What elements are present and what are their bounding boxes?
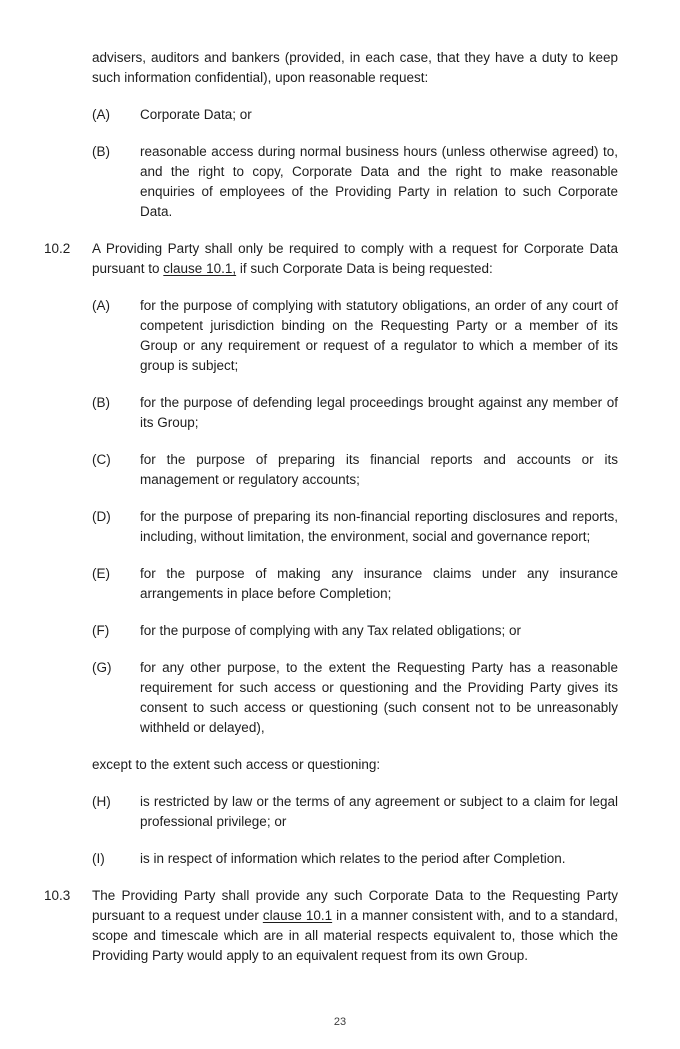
subclause-label: (E) <box>92 566 110 581</box>
subclause-text: is in respect of information which relates to the period after Completion. <box>140 851 566 866</box>
subclause-text: for the purpose of complying with statutory obligations, an order of any court of competent jurisdiction binding on the Requesting Party or a member of its Group or any requirement or request of a regulator to which a member of its group is subject; <box>140 298 618 373</box>
subclause-label: (B) <box>92 144 110 159</box>
subclause-label: (I) <box>92 851 105 866</box>
subclause-item-h <box>92 792 618 832</box>
clause-number: 10.2 <box>44 241 71 256</box>
subclause-label: (A) <box>92 107 110 122</box>
clause-text-before: A Providing Party shall only be required to comply with a request for Corporate Data pursuant to <box>92 241 618 276</box>
subclause-text: for the purpose of preparing its non-financial reporting disclosures and reports, including, without limitation, the environment, social and governance report; <box>140 509 618 544</box>
subclause-label: (F) <box>92 623 110 638</box>
clause-text <box>92 886 618 966</box>
subclause-text: for the purpose of defending legal proceedings brought against any member of its Group; <box>140 395 618 430</box>
subclause-item-a <box>92 296 618 376</box>
subclause-item-i <box>92 849 618 869</box>
subclause-text: for the purpose of preparing its financial reports and accounts or its management or regulatory accounts; <box>140 452 618 487</box>
subclause-item-f <box>92 621 618 641</box>
subclause-text: Corporate Data; or <box>140 107 252 122</box>
intro-paragraph: advisers, auditors and bankers (provided, in each case, that they have a duty to keep such information confidential), upon reasonable request: <box>92 50 618 85</box>
subclause-label: (D) <box>92 509 111 524</box>
subclause-item-b <box>92 393 618 433</box>
subclause-label: (C) <box>92 452 111 467</box>
clause-10-3 <box>44 886 618 966</box>
subclause-label: (G) <box>92 660 112 675</box>
clause-text-after: if such Corporate Data is being requested: <box>236 261 493 276</box>
subclause-item-d <box>92 507 618 547</box>
subclause-text: for any other purpose, to the extent the Requesting Party has a reasonable requirement for such access or questioning and the Providing Party gives its consent to such access or questioning (such consent not to be unreasonably withheld or delayed), <box>140 660 618 735</box>
subclause-item-c <box>92 450 618 490</box>
subclause-text: reasonable access during normal business hours (unless otherwise agreed) to, and the right to copy, Corporate Data and the right to make reasonable enquiries of employees of the Providing Party in relation to such Corporate Data. <box>140 144 618 219</box>
subclause-text: for the purpose of making any insurance claims under any insurance arrangements in place before Completion; <box>140 566 618 601</box>
subclause-item-g <box>92 658 618 738</box>
clause-number: 10.3 <box>44 888 71 903</box>
subclause-text: for the purpose of complying with any Tax related obligations; or <box>140 623 521 638</box>
clause-10-2-continuation: except to the extent such access or questioning: <box>92 757 381 772</box>
subclause-item-e <box>92 564 618 604</box>
subclause-label: (H) <box>92 794 111 809</box>
clause-10-1-reference: clause 10.1 <box>262 908 333 923</box>
subclause-item-a <box>92 105 618 125</box>
subclause-text: is restricted by law or the terms of any agreement or subject to a claim for legal professional privilege; or <box>140 794 618 829</box>
clause-text <box>92 239 618 279</box>
clause-10-1-reference: clause 10.1, <box>163 261 237 276</box>
clause-text-before: The Providing Party shall provide any such Corporate Data to the Requesting Party pursuant to a request under <box>92 888 618 923</box>
subclause-item-b <box>92 142 618 222</box>
clause-text-after: in a manner consistent with, and to a standard, scope and timescale which are in all material respects equivalent to, those which the Providing Party would apply to an equivalent request from its own Group. <box>92 908 618 963</box>
clause-10-2 <box>44 239 618 279</box>
subclause-label: (B) <box>92 395 110 410</box>
subclause-label: (A) <box>92 298 110 313</box>
page-number: 23 <box>333 1016 347 1028</box>
